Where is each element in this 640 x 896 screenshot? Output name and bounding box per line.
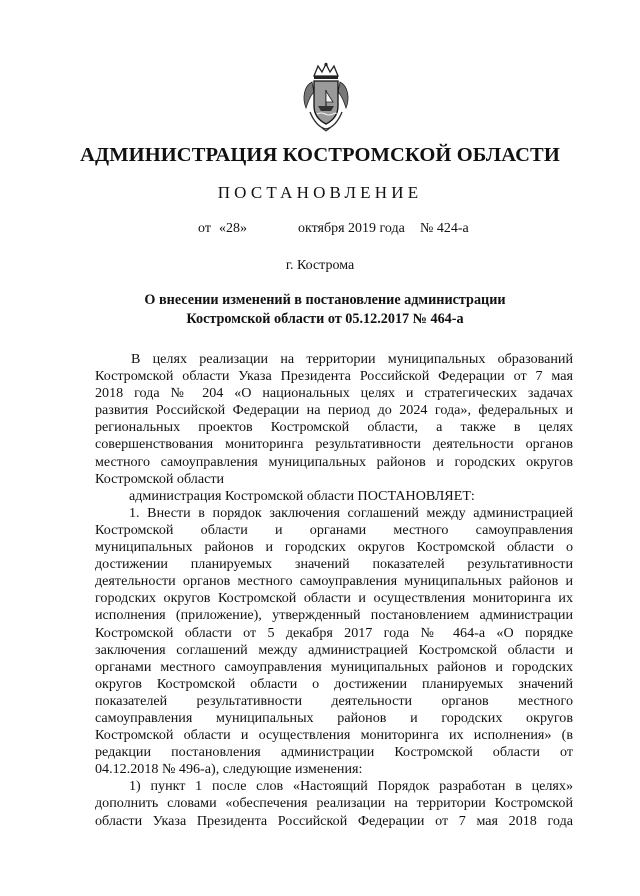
body-line: самоуправления муниципальных районов и городских округов xyxy=(95,709,573,726)
body-line: местного самоуправления муниципальных районов и городских округов xyxy=(95,453,573,470)
body-line: 2018 года № 204 «О национальных целях и стратегических задачах xyxy=(95,385,573,402)
date-month: октября xyxy=(298,221,345,236)
document-body xyxy=(95,351,573,830)
body-line: региональных проектов Костромской области, а также в целях xyxy=(95,419,573,436)
document-type: ПОСТАНОВЛЕНИЕ xyxy=(217,183,423,202)
body-line: 04.12.2018 № 496-а), следующие изменения: xyxy=(95,761,363,778)
subject-line: Костромской области от 05.12.2017 № 464-а xyxy=(186,311,464,327)
subject-line: О внесении изменений в постановление администрации xyxy=(144,292,506,308)
body-line: органами местного самоуправления муниципальных районов и городских xyxy=(95,658,573,675)
body-line: округов Костромской области о достижении планируемых значений xyxy=(95,675,573,692)
body-line: Костромской области и органами местного самоуправления xyxy=(95,521,573,538)
date-day: «28» xyxy=(219,221,247,236)
body-line: администрация Костромской области ПОСТАНОВЛЯЕТ: xyxy=(129,487,475,504)
document-number: № 424-а xyxy=(420,221,469,236)
body-line: 1. Внести в порядок заключения соглашений между администрацией xyxy=(129,504,573,521)
body-line: исполнения (приложение), утвержденный постановлением администрации xyxy=(95,607,573,624)
body-line: развития Российской Федерации на период до 2024 года», федеральных и xyxy=(95,402,573,419)
body-line: Костромской области и осуществления мониторинга их исполнения» (в xyxy=(95,727,573,744)
date-year: 2019 года xyxy=(348,221,405,236)
body-line: В целях реализации на территории муниципальных образований xyxy=(131,351,573,367)
body-line: 1) пункт 1 после слов «Настоящий Порядок разработан в целях» xyxy=(129,778,573,795)
kostroma-coat-of-arms-icon xyxy=(300,62,352,132)
body-line: дополнить словами «обеспечения реализации на территории Костромской xyxy=(95,795,573,812)
body-line: редакции постановления администрации Костромской области от xyxy=(95,744,573,761)
body-line: совершенствования мониторинга результативности деятельности органов xyxy=(95,436,573,453)
body-line: заключения соглашений между администрацией Костромской области и xyxy=(95,641,573,658)
date-prefix: от xyxy=(198,221,211,236)
body-line: городских округов Костромской области и осуществления мониторинга их xyxy=(95,590,573,607)
body-line: достижении планируемых значений показателей результативности xyxy=(95,556,573,573)
organization-title: АДМИНИСТРАЦИЯ КОСТРОМСКОЙ ОБЛАСТИ xyxy=(80,144,560,166)
document-subject xyxy=(110,291,540,329)
body-line: деятельности органов местного самоуправления муниципальных районов и xyxy=(95,573,573,590)
body-line: Костромской области от 5 декабря 2017 года № 464-а «О порядке xyxy=(95,624,573,641)
body-line: показателей результативности деятельности органов местного xyxy=(95,692,573,709)
body-line: Костромской области xyxy=(95,470,225,487)
body-line: муниципальных районов и городских округов Костромской области о xyxy=(95,539,573,556)
body-line: Костромской области Указа Президента Российской Федерации от 7 мая xyxy=(95,368,573,385)
city: г. Кострома xyxy=(285,258,355,273)
body-line: области Указа Президента Российской Федерации от 7 мая 2018 года xyxy=(95,812,573,829)
